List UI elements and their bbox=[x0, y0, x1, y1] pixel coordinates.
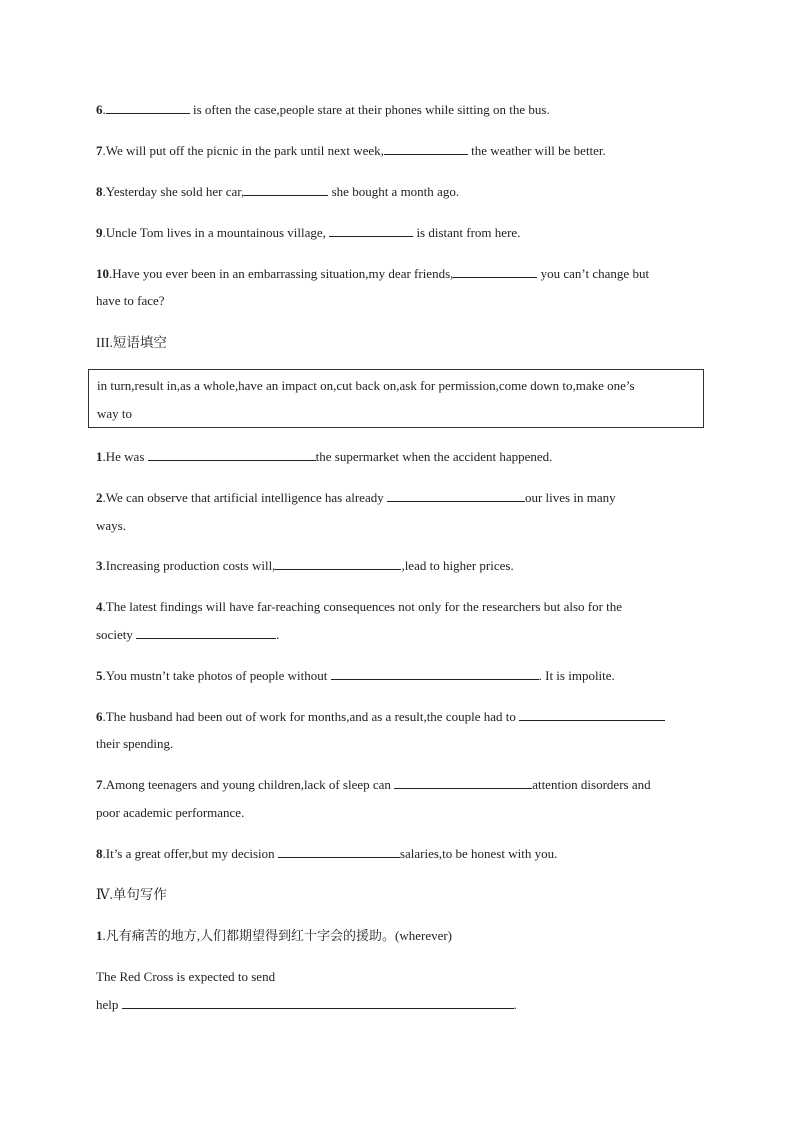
question-text: .We can observe that artificial intelligence has already bbox=[102, 490, 387, 505]
question-text: .凡有痛苦的地方,人们都期望得到红十字会的援助。(wherever) bbox=[102, 928, 453, 943]
question-number: 8 bbox=[96, 184, 103, 199]
question-text: .You mustn’t take photos of people without bbox=[102, 668, 331, 683]
question-number: 7 bbox=[96, 777, 103, 792]
phrase-bank-line: way to bbox=[97, 406, 133, 421]
question-10 bbox=[96, 265, 649, 283]
question-text: attention disorders and bbox=[532, 777, 651, 792]
phrase-question-2 bbox=[96, 489, 616, 507]
phrase-question-5 bbox=[96, 667, 615, 685]
phrase-bank-box bbox=[88, 369, 704, 428]
writing-answer-line-2 bbox=[96, 996, 517, 1014]
answer-blank[interactable] bbox=[387, 489, 525, 502]
question-text: .The latest findings will have far-reaching consequences not only for the researchers but also for the bbox=[102, 599, 623, 614]
question-number: 2 bbox=[96, 490, 103, 505]
phrase-question-4 bbox=[96, 598, 622, 616]
answer-blank[interactable] bbox=[244, 183, 328, 196]
question-text: .We will put off the picnic in the park until next week, bbox=[102, 143, 384, 158]
phrase-question-6 bbox=[96, 708, 665, 726]
answer-blank[interactable] bbox=[278, 845, 400, 858]
question-number: 1 bbox=[96, 449, 103, 464]
question-text: .Among teenagers and young children,lack of sleep can bbox=[102, 777, 395, 792]
question-number: 4 bbox=[96, 599, 103, 614]
answer-blank[interactable] bbox=[329, 224, 413, 237]
question-number: 3 bbox=[96, 558, 103, 573]
question-text: .It’s a great offer,but my decision bbox=[102, 846, 278, 861]
question-number: 9 bbox=[96, 225, 103, 240]
question-number: 10 bbox=[96, 266, 109, 281]
question-10-continuation: have to face? bbox=[96, 293, 165, 308]
question-text: .He was bbox=[102, 449, 148, 464]
question-text: our lives in many bbox=[524, 490, 616, 505]
phrase-question-6-continuation: their spending. bbox=[96, 736, 174, 751]
phrase-question-7 bbox=[96, 776, 651, 794]
question-text: .Yesterday she sold her car, bbox=[102, 184, 245, 199]
question-text: .The husband had been out of work for months,and as a result,the couple had to bbox=[102, 709, 520, 724]
question-text: help bbox=[96, 997, 122, 1012]
question-9 bbox=[96, 224, 520, 242]
answer-blank[interactable] bbox=[122, 996, 514, 1009]
phrase-question-2-continuation: ways. bbox=[96, 518, 126, 533]
answer-blank[interactable] bbox=[384, 142, 468, 155]
question-number: 8 bbox=[96, 846, 103, 861]
answer-blank[interactable] bbox=[106, 101, 190, 114]
phrase-question-4-continuation bbox=[96, 626, 279, 644]
section-heading-iv: Ⅳ.单句写作 bbox=[96, 887, 167, 902]
question-text: . It is impolite. bbox=[538, 668, 615, 683]
question-text: .Uncle Tom lives in a mountainous village, bbox=[102, 225, 330, 240]
question-text: the weather will be better. bbox=[467, 143, 606, 158]
writing-answer-line-1: The Red Cross is expected to send bbox=[96, 969, 276, 984]
question-text: . bbox=[276, 627, 280, 642]
question-text: . bbox=[513, 997, 517, 1012]
answer-blank[interactable] bbox=[275, 557, 401, 570]
question-6 bbox=[96, 101, 550, 119]
answer-blank[interactable] bbox=[136, 626, 276, 639]
question-text: is distant from here. bbox=[413, 225, 521, 240]
question-text: ,lead to higher prices. bbox=[401, 558, 514, 573]
phrase-question-8 bbox=[96, 845, 557, 863]
question-7 bbox=[96, 142, 606, 160]
answer-blank[interactable] bbox=[453, 265, 537, 278]
question-text: is often the case,people stare at their phones while sitting on the bus. bbox=[189, 102, 550, 117]
question-text: . bbox=[102, 102, 106, 117]
answer-blank[interactable] bbox=[519, 708, 665, 721]
phrase-question-1 bbox=[96, 448, 552, 466]
question-text: she bought a month ago. bbox=[328, 184, 460, 199]
question-text: .Increasing production costs will, bbox=[102, 558, 276, 573]
question-number: 6 bbox=[96, 102, 103, 117]
question-number: 1 bbox=[96, 928, 103, 943]
question-text: society bbox=[96, 627, 137, 642]
phrase-question-3 bbox=[96, 557, 514, 575]
question-number: 5 bbox=[96, 668, 103, 683]
answer-blank[interactable] bbox=[148, 448, 316, 461]
writing-question-1 bbox=[96, 927, 452, 945]
answer-blank[interactable] bbox=[394, 776, 532, 789]
question-number: 6 bbox=[96, 709, 103, 724]
phrase-question-7-continuation: poor academic performance. bbox=[96, 805, 245, 820]
question-8 bbox=[96, 183, 459, 201]
phrase-bank-line: in turn,result in,as a whole,have an impact on,cut back on,ask for permission,come down to,make one’s bbox=[97, 378, 635, 393]
answer-blank[interactable] bbox=[331, 667, 539, 680]
question-text: .Have you ever been in an embarrassing situation,my dear friends, bbox=[109, 266, 454, 281]
question-text: salaries,to be honest with you. bbox=[399, 846, 558, 861]
question-text: the supermarket when the accident happened. bbox=[315, 449, 553, 464]
question-number: 7 bbox=[96, 143, 103, 158]
question-text: you can’t change but bbox=[537, 266, 650, 281]
section-heading-iii: III.短语填空 bbox=[96, 335, 167, 350]
